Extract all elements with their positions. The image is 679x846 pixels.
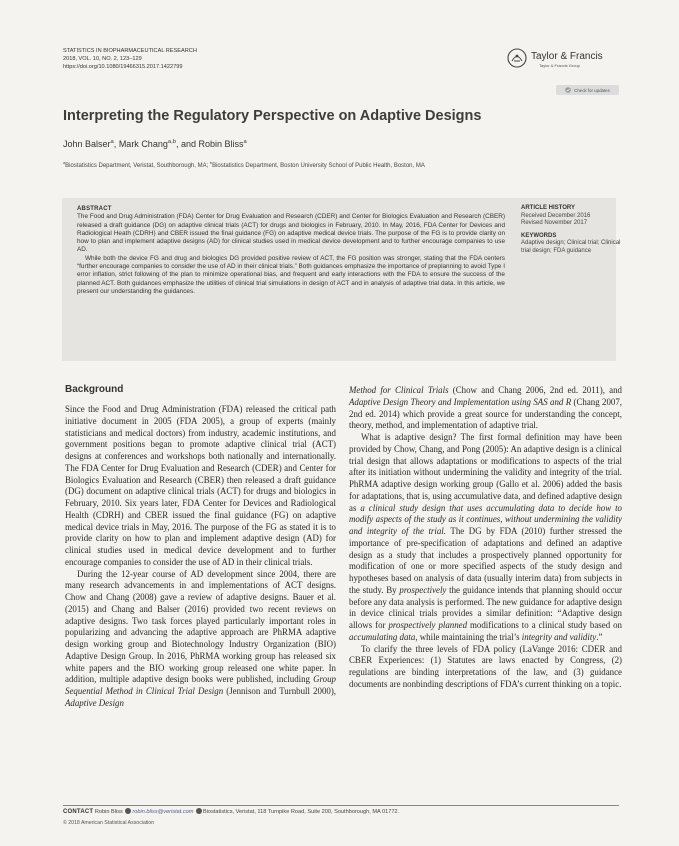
affil-marker: a	[63, 160, 66, 165]
contact-email-link[interactable]: robin.bliss@veristat.com	[132, 809, 194, 815]
affiliations	[63, 160, 425, 169]
book-title: Adaptive Design Theory and Implementation using SAS and R	[349, 396, 572, 407]
address-icon	[196, 808, 202, 814]
footer-divider	[63, 805, 619, 806]
emphasis-text: a clinical study design that uses accumulating data to decide how to modify aspects of the study as it continues, without undermining the validity and integrity of the trial.	[349, 502, 622, 536]
body-text: The DG by FDA (2010) further stressed the importance of pre-specification of adaptations and defined an adaptive design as a study that includes a prospectively planned opportunity for modification of one or more specified aspects of the study design and hypotheses based on analysis of data (usually interim data) from subjects in the study. By	[349, 526, 623, 595]
article-sidebar	[521, 205, 621, 256]
body-text: .”	[596, 631, 603, 642]
book-title: Method for Clinical Trials	[349, 385, 449, 395]
body-paragraph	[349, 385, 622, 432]
emphasis-text: integrity and validity	[521, 631, 597, 642]
check-for-updates-label: Check for updates	[574, 87, 610, 93]
journal-name: STATISTICS IN BIOPHARMACEUTICAL RESEARCH	[63, 48, 197, 54]
contact-line	[63, 808, 399, 815]
body-text: (Jennison and Turnbull 2000),	[223, 686, 336, 696]
abstract-paragraph: While both the device FG and drug and biologics DG provided positive review of ACT, the FG position was stronger, stating that the FDA centers “further encourage companies to consider the use of AD in their clinical trials.” Both guidances emphasize the importance of preplanning to avoid Type I error inflation, strict following of the plan to minimize operational bias, and frequent and early interactions with the FDA to ensure the success of the planned ACT. Both guidances emphasize the utilities of clinical trial simulations in design of ACT and in analysis of adaptive trial data. In this article, we present our understanding the guidances.	[77, 254, 505, 295]
body-text: the guidance intends that planning should occur before any data analysis is performed. The new guidance for adaptive design in device clinical trials provides a similar definition: “Adaptive design allows for	[349, 584, 622, 630]
affiliation-a: Biostatistics Department, Veristat, Southborough, MA;	[65, 163, 209, 169]
doi-link[interactable]: https://doi.org/10.1080/19466315.2017.1422799	[63, 64, 183, 71]
body-text: What is adaptive design? The first formal definition may have been provided by Chow, Chang, and Pong (2005): An adaptive design is a clinical trial design that allows adaptations or modifications to aspects of the trial after its initiation without undermining the validity and integrity of the trial. PhRMA adaptive design working group (Gallo et al. 2006) added the basis for adaptations, that is, using accumulative data, and defined adaptive design as	[349, 432, 622, 513]
abstract-heading: ABSTRACT	[77, 206, 112, 212]
keywords-heading: KEYWORDS	[521, 232, 557, 239]
author-affil-marker: a,b	[167, 139, 176, 145]
check-icon	[565, 87, 571, 93]
revised-date: Revised November 2017	[521, 220, 588, 227]
article-title: Interpreting the Regulatory Perspective on Adaptive Designs	[63, 108, 482, 124]
publisher-name: Taylor & Francis	[531, 51, 603, 62]
emphasis-text: accumulating data	[349, 631, 416, 642]
book-title: Group Sequential Method in Clinical Trial Design	[65, 674, 336, 696]
email-icon	[125, 808, 131, 814]
body-column-left	[65, 404, 336, 710]
body-text: (Chang 2007, 2nd ed. 2014) which provide a great source for understanding the concept, theory, method, and implementation of adaptive trial.	[349, 396, 622, 431]
copyright-notice: © 2018 American Statistical Association	[63, 820, 155, 826]
author-name: John Balser	[63, 139, 111, 149]
publisher-subtitle: Taylor & Francis Group	[539, 63, 580, 68]
book-title: Adaptive Design	[65, 697, 124, 708]
check-for-updates-button[interactable]	[556, 85, 619, 95]
body-paragraph	[65, 569, 336, 710]
abstract-paragraph: The Food and Drug Administration (FDA) Center for Drug Evaluation and Research (CDER) and Center for Biologics Evaluation and Research (CBER) released a draft guidance (DG) on adaptive clinical trials (ACT) for drugs and biologics in February, 2010. In May, 2016, FDA Center for Devices and Radiological Heath (CDRH) and CBER issued the final guidance (FG) on adaptive medical device trials. The purpose of the FG is to provide clarity on how to plan and implement adaptive designs (AD) for clinical studies used in medical device development and to further encourage companies to use AD.	[77, 213, 505, 254]
author-name: Mark Chang	[118, 139, 168, 149]
contact-label: CONTACT	[63, 809, 94, 815]
author-name: Robin Bliss	[198, 139, 244, 149]
body-text: modifications to a clinical study based on	[467, 620, 622, 630]
body-text: , while maintaining the trial’s	[415, 631, 522, 642]
emphasis-text: prospectively	[399, 584, 447, 595]
author-list: John Balser$^a$, Mark Chang$^{a,b}$, and Robin Bliss$^a$	[63, 139, 247, 149]
journal-volume: 2018, VOL. 10, NO. 2, 123–129	[63, 56, 142, 63]
body-paragraph: To clarify the three levels of FDA policy (LaVange 2016: CDER and CBER Experiences: (1) Statutes are laws enacted by Congress, (2) regulations are binding interpretations of the law, and (3) guidance documents are nonbinding descriptions of FDA’s current thinking on a topic.	[349, 643, 622, 689]
keywords-list: Adaptive design; Clinical trial; Clinical trial design; FDA guidance	[521, 240, 621, 254]
received-date: Received December 2016	[521, 212, 591, 219]
article-history-heading: ARTICLE HISTORY	[521, 205, 576, 211]
journal-info	[63, 47, 197, 72]
emphasis-text: prospectively planned	[388, 620, 468, 630]
affiliation-b: Biostatistics Department, Boston University School of Public Health, Boston, MA	[212, 163, 425, 169]
taylor-francis-logo-icon	[507, 48, 527, 68]
body-text: During the 12-year course of AD development since 2004, there are many research advancements in and implementations of ACT designs. Chow and Chang (2008) gave a review of adaptive designs. Bauer et al. (2015) and Chang and Balser (2016) provided two recent reviews on adaptive designs. Two task forces played particularly important roles in popularizing and advancing the adaptive approach are PhRMA adaptive design working group and Biotechnology Industry Organization (BIO) Adaptive Design Group. In 2016, PhRMA working group has released six white papers and the BIO working group released one white paper. In addition, multiple adaptive design books were published, including	[65, 568, 336, 685]
author-affil-marker: a	[110, 139, 114, 145]
abstract	[77, 205, 505, 296]
body-column-right	[349, 385, 622, 691]
body-text: (Chow and Chang 2006, 2nd ed. 2011), and	[448, 385, 622, 395]
section-heading: Background	[65, 384, 124, 395]
affil-marker: b	[209, 160, 213, 165]
body-paragraph: Since the Food and Drug Administration (FDA) released the critical path initiative document in 2005 (FDA 2005), a group of experts (mainly statisticians and medical doctors) from industry, academic institutions, and government positions began to promote adaptive clinical trial (ACT) designs at conferences and workshops both nationally and internationally. The FDA Center for Drug Evaluation and Research (CDER) and Center for Biologics Evaluation and Research (CBER) then released a draft guidance (DG) document on adaptive clinical trials (ACT) for drugs and biologics in February, 2010. Six years later, FDA Center for Devices and Radiological Health (CDRH) and CBER issued the final guidance (FG) on adaptive medical device trials in May, 2016. The purpose of the FG as stated it is to provide clarity on how to plan and implement adaptive design (AD) for clinical studies used in medical device development and to further encourage companies to consider the use of AD in their clinical trials.	[65, 404, 336, 567]
body-paragraph	[349, 432, 622, 644]
contact-address: Biostatistics, Veristat, 118 Turnpike Road, Suite 200, Southborough, MA 01772.	[202, 809, 400, 815]
contact-name: Robin Bliss	[94, 809, 123, 815]
author-affil-marker: a	[243, 139, 247, 145]
